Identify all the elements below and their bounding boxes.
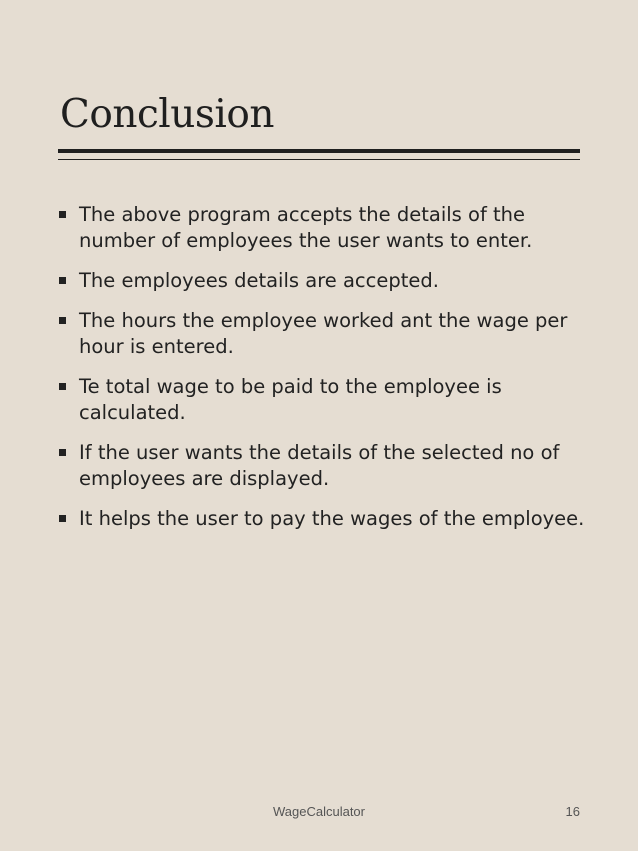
bullet-item — [58, 506, 588, 532]
bullet-text: The hours the employee worked ant the wage per hour is entered. — [79, 309, 568, 358]
square-bullet-icon — [59, 515, 66, 522]
bullet-list — [58, 202, 588, 546]
square-bullet-icon — [59, 211, 66, 218]
bullet-item — [58, 308, 588, 360]
footer-label: WageCalculator — [272, 804, 365, 819]
bullet-text: If the user wants the details of the selected no of employees are displayed. — [79, 441, 560, 490]
bullet-text: Te total wage to be paid to the employee is calculated. — [79, 375, 502, 424]
slide-title: Conclusion — [60, 92, 274, 137]
square-bullet-icon — [59, 449, 66, 456]
bullet-text: It helps the user to pay the wages of the employee. — [79, 507, 585, 530]
page-number: 16 — [565, 804, 580, 819]
title-rule-thin — [58, 159, 580, 160]
square-bullet-icon — [59, 317, 66, 324]
bullet-item — [58, 440, 588, 492]
bullet-item — [58, 268, 588, 294]
title-rule-thick — [58, 149, 580, 153]
bullet-text: The employees details are accepted. — [79, 269, 439, 292]
bullet-item — [58, 202, 588, 254]
bullet-item — [58, 374, 588, 426]
square-bullet-icon — [59, 277, 66, 284]
square-bullet-icon — [59, 383, 66, 390]
bullet-text: The above program accepts the details of the number of employees the user wants to enter. — [79, 203, 533, 252]
